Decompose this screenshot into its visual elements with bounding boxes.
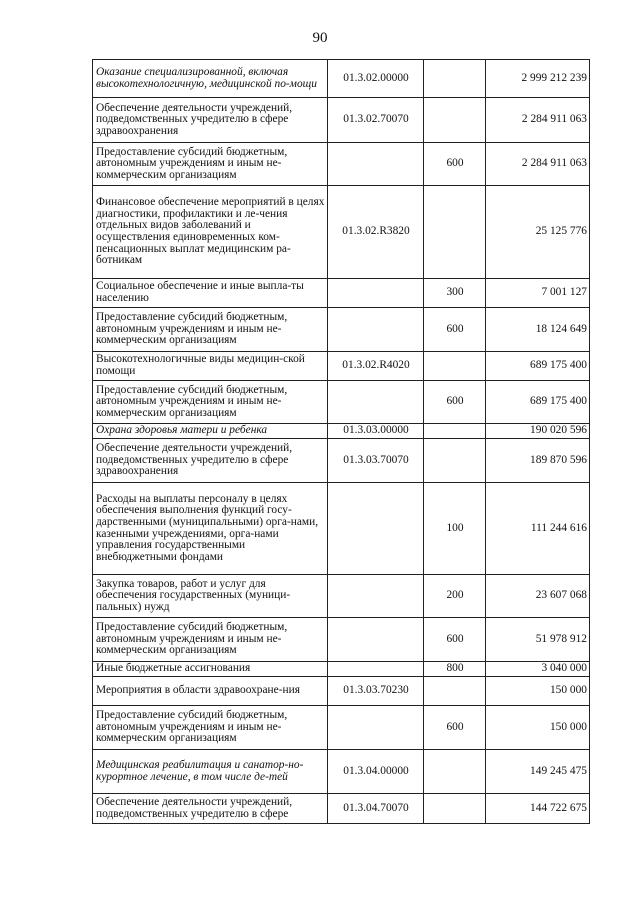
row-code: 01.3.02.70070: [328, 98, 424, 143]
row-sum: 18 124 649: [486, 308, 590, 352]
row-sum: 689 175 400: [486, 381, 590, 424]
row-sum: 3 040 000: [486, 662, 590, 677]
row-type: [424, 186, 486, 279]
row-code: 01.3.04.70070: [328, 794, 424, 824]
row-sum: 689 175 400: [486, 352, 590, 381]
row-code: 01.3.03.00000: [328, 424, 424, 439]
table-row: [93, 98, 590, 143]
row-name: Расходы на выплаты персоналу в целях обеспечения выполнения функций госу-дарственными (муниципальными) орга-нами, казенными учреждениями, орга-нами управления государственными внебюджетными фондами: [93, 483, 328, 575]
row-type: [424, 794, 486, 824]
table-row: [93, 750, 590, 794]
table-row: [93, 794, 590, 824]
budget-table: [92, 59, 590, 824]
table-row: [93, 352, 590, 381]
row-name: Предоставление субсидий бюджетным, автономным учреждениям и иным не-коммерческим организациям: [93, 308, 328, 352]
row-name: Закупка товаров, работ и услуг для обеспечения государственных (муници-пальных) нужд: [93, 575, 328, 618]
table-row: [93, 483, 590, 575]
row-name: Высокотехнологичные виды медицин-ской помощи: [93, 352, 328, 381]
row-code: [328, 575, 424, 618]
row-type: 800: [424, 662, 486, 677]
row-sum: 23 607 068: [486, 575, 590, 618]
row-sum: 25 125 776: [486, 186, 590, 279]
table-row: [93, 186, 590, 279]
table-row: [93, 308, 590, 352]
row-name: Мероприятия в области здравоохране-ния: [93, 677, 328, 706]
row-type: 600: [424, 143, 486, 186]
row-type: 100: [424, 483, 486, 575]
row-code: [328, 483, 424, 575]
row-type: 200: [424, 575, 486, 618]
row-type: 600: [424, 618, 486, 662]
table-row: [93, 575, 590, 618]
row-sum: 2 284 911 063: [486, 143, 590, 186]
row-name: Обеспечение деятельности учреждений, подведомственных учредителю в сфере здравоохранения: [93, 439, 328, 483]
table-row: [93, 279, 590, 308]
row-sum: 51 978 912: [486, 618, 590, 662]
row-name: Оказание специализированной, включая высокотехнологичную, медицинской по-мощи: [93, 60, 328, 98]
row-sum: 2 999 212 239: [486, 60, 590, 98]
table-row: [93, 439, 590, 483]
row-type: 300: [424, 279, 486, 308]
row-sum: 190 020 596: [486, 424, 590, 439]
row-sum: 7 001 127: [486, 279, 590, 308]
row-code: [328, 618, 424, 662]
row-type: [424, 424, 486, 439]
row-sum: 189 870 596: [486, 439, 590, 483]
row-sum: 150 000: [486, 677, 590, 706]
row-type: [424, 60, 486, 98]
table-row: [93, 677, 590, 706]
row-code: [328, 279, 424, 308]
row-type: 600: [424, 381, 486, 424]
row-sum: 149 245 475: [486, 750, 590, 794]
row-name: Предоставление субсидий бюджетным, автономным учреждениям и иным не-коммерческим организациям: [93, 618, 328, 662]
row-type: [424, 352, 486, 381]
row-code: [328, 308, 424, 352]
row-code: 01.3.02.R4020: [328, 352, 424, 381]
row-name: Охрана здоровья матери и ребенка: [93, 424, 328, 439]
table-row: [93, 143, 590, 186]
table-row: [93, 60, 590, 98]
row-sum: 2 284 911 063: [486, 98, 590, 143]
row-code: 01.3.03.70230: [328, 677, 424, 706]
row-type: 600: [424, 308, 486, 352]
row-code: [328, 143, 424, 186]
row-sum: 111 244 616: [486, 483, 590, 575]
table-row: [93, 424, 590, 439]
row-type: 600: [424, 706, 486, 750]
row-code: [328, 662, 424, 677]
row-code: [328, 381, 424, 424]
row-name: Обеспечение деятельности учреждений, подведомственных учредителю в сфере здравоохранения: [93, 98, 328, 143]
row-name: Иные бюджетные ассигнования: [93, 662, 328, 677]
row-name: Финансовое обеспечение мероприятий в целях диагностики, профилактики и ле-чения отдельных видов заболеваний и осуществления единовременных ком-пенсационных выплат медицинским ра-ботникам: [93, 186, 328, 279]
row-code: 01.3.04.00000: [328, 750, 424, 794]
row-name: Предоставление субсидий бюджетным, автономным учреждениям и иным не-коммерческим организациям: [93, 381, 328, 424]
table-row: [93, 706, 590, 750]
page-number: 90: [312, 30, 328, 46]
row-sum: 144 722 675: [486, 794, 590, 824]
row-name: Предоставление субсидий бюджетным, автономным учреждениям и иным не-коммерческим организациям: [93, 143, 328, 186]
row-sum: 150 000: [486, 706, 590, 750]
row-code: 01.3.03.70070: [328, 439, 424, 483]
row-code: [328, 706, 424, 750]
row-code: 01.3.02.R3820: [328, 186, 424, 279]
row-name: Обеспечение деятельности учреждений, подведомственных учредителю в сфере: [93, 794, 328, 824]
row-code: 01.3.02.00000: [328, 60, 424, 98]
row-type: [424, 677, 486, 706]
table-row: [93, 381, 590, 424]
row-name: Медицинская реабилитация и санатор-но-курортное лечение, в том числе де-тей: [93, 750, 328, 794]
row-type: [424, 439, 486, 483]
row-type: [424, 750, 486, 794]
row-type: [424, 98, 486, 143]
table-row: [93, 618, 590, 662]
table-row: [93, 662, 590, 677]
row-name: Социальное обеспечение и иные выпла-ты населению: [93, 279, 328, 308]
row-name: Предоставление субсидий бюджетным, автономным учреждениям и иным не-коммерческим организациям: [93, 706, 328, 750]
